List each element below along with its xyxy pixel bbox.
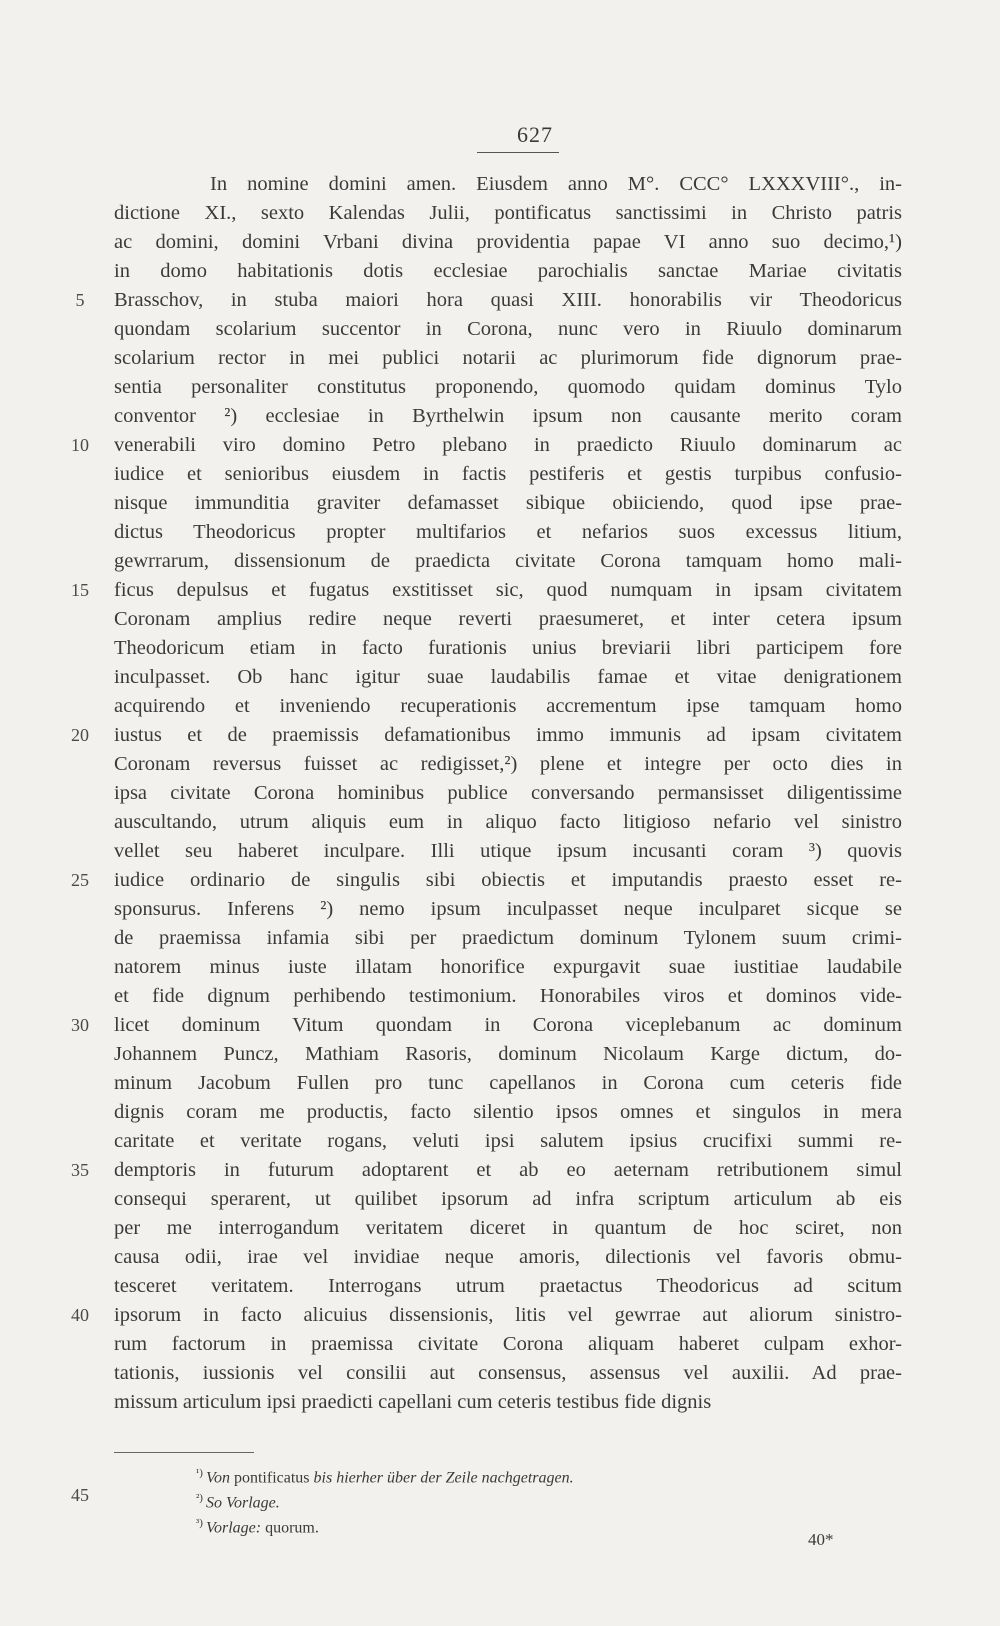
footnote-mark: ³) <box>196 1517 203 1529</box>
text-line: sponsurus. Inferens ²) nemo ipsum inculpasset neque inculparet sicque se <box>114 898 902 920</box>
text-line: rum factorum in praemissa civitate Corona aliquam haberet culpam exhor- <box>114 1333 902 1355</box>
text-line: causa odii, irae vel invidiae neque amoris, dilectionis vel favoris obmu- <box>114 1246 902 1268</box>
text-line: In nomine domini amen. Eiusdem anno M°. CCC° LXXXVIII°., in- <box>210 173 902 195</box>
line-number: 30 <box>71 1015 89 1035</box>
text-line: vellet seu haberet inculpare. Illi utique ipsum incusanti coram ³) quovis <box>114 840 902 862</box>
text-line: tesceret veritatem. Interrogans utrum praetactus Theodoricus ad scitum <box>114 1275 902 1297</box>
text-line: dictus Theodoricus propter multifarios et nefarios suos excessus litium, <box>114 521 902 543</box>
text-line: natorem minus iuste illatam honorifice expurgavit suae iustitiae laudabile <box>114 956 902 978</box>
footnote-italic: Vorlage: <box>205 1519 262 1537</box>
text-line: caritate et veritate rogans, veluti ipsi salutem ipsius crucifixi summi re- <box>114 1130 902 1152</box>
line-number: 35 <box>71 1160 89 1180</box>
text-line: dictione XI., sexto Kalendas Julii, pontificatus sanctissimi in Christo patris <box>114 202 902 224</box>
text-line: Johannem Puncz, Mathiam Rasoris, dominum Nicolaum Karge dictum, do- <box>114 1043 902 1065</box>
text-line: acquirendo et inveniendo recuperationis accrementum ipse tamquam homo <box>114 695 902 717</box>
text-line: de praemissa infamia sibi per praedictum dominum Tylonem suum crimi- <box>114 927 902 949</box>
signature-mark: 40* <box>808 1530 834 1549</box>
text-line: ipsa civitate Corona hominibus publice conversando permansisset diligentissime <box>114 782 902 804</box>
text-line: demptoris in futurum adoptarent et ab eo aeternam retributionem simul <box>114 1159 902 1181</box>
text-line: tationis, iussionis vel consilii aut consensus, assensus vel auxilii. Ad prae- <box>114 1362 902 1384</box>
line-number: 40 <box>71 1305 89 1325</box>
text-line: conventor ²) ecclesiae in Byrthelwin ipsum non causante merito coram <box>114 405 902 427</box>
text-line: iudice et senioribus eiusdem in factis pestiferis et gestis turpibus confusio- <box>114 463 902 485</box>
text-line: minum Jacobum Fullen pro tunc capellanos in Corona cum ceteris fide <box>114 1072 902 1094</box>
text-line: ipsorum in facto alicuius dissensionis, litis vel gewrrae aut aliorum sinistro- <box>114 1304 902 1326</box>
footnote <box>196 1487 280 1514</box>
text-line: et fide dignum perhibendo testimonium. Honorabiles viros et dominos vide- <box>114 985 902 1007</box>
text-line: quondam scolarium succentor in Corona, nunc vero in Riuulo dominarum <box>114 318 902 340</box>
line-number: 5 <box>75 290 85 310</box>
footnote <box>196 1462 574 1489</box>
page-number: 627 <box>517 122 553 147</box>
text-line: consequi sperarent, ut quilibet ipsorum ad infra scriptum articulum ab eis <box>114 1188 902 1210</box>
text-line: venerabili viro domino Petro plebano in praedicto Riuulo dominarum ac <box>114 434 902 456</box>
page-number-rule <box>477 152 559 153</box>
text-line: Brasschov, in stuba maiori hora quasi XIII. honorabilis vir Theodoricus <box>114 289 902 311</box>
text-line: licet dominum Vitum quondam in Corona viceplebanum ac dominum <box>114 1014 902 1036</box>
text-line: Coronam amplius redire neque reverti praesumeret, et inter cetera ipsum <box>114 608 902 630</box>
text-line: Coronam reversus fuisset ac redigisset,²) plene et integre per octo dies in <box>114 753 902 775</box>
line-number: 45 <box>71 1485 89 1505</box>
footnote-italic: bis hierher über der Zeile nachgetragen. <box>313 1469 574 1487</box>
text-line: dignis coram me productis, facto silentio ipsos omnes et singulos in mera <box>114 1101 902 1123</box>
text-line: gewrrarum, dissensionum de praedicta civitate Corona tamquam homo mali- <box>114 550 902 572</box>
footnote-text: quorum. <box>261 1519 319 1537</box>
footnote-italic: Von <box>205 1469 230 1487</box>
text-line: nisque immunditia graviter defamasset sibique obiiciendo, quod ipse prae- <box>114 492 902 514</box>
line-number: 10 <box>71 435 89 455</box>
text-line: iustus et de praemissis defamationibus immo immunis ad ipsam civitatem <box>114 724 902 746</box>
text-line: in domo habitationis dotis ecclesiae parochialis sanctae Mariae civitatis <box>114 260 902 282</box>
footnote-text: pontificatus <box>229 1469 314 1487</box>
text-line: sentia personaliter constitutus proponendo, quomodo quidam dominus Tylo <box>114 376 902 398</box>
footnote <box>196 1512 319 1539</box>
text-line: auscultando, utrum aliquis eum in aliquo facto litigioso nefario vel sinistro <box>114 811 902 833</box>
line-number: 25 <box>71 870 89 890</box>
text-line: ficus depulsus et fugatus exstitisset sic, quod numquam in ipsam civitatem <box>114 579 902 601</box>
text-line: missum articulum ipsi praedicti capellani cum ceteris testibus fide dignis <box>114 1391 712 1413</box>
text-line: Theodoricum etiam in facto furationis unius breviarii libri participem fore <box>114 637 902 659</box>
footnote-rule <box>114 1452 254 1453</box>
footnote-mark: ¹) <box>196 1467 203 1479</box>
footnote-mark: ²) <box>196 1492 203 1504</box>
text-line: ac domini, domini Vrbani divina providentia papae VI anno suo decimo,¹) <box>114 231 902 253</box>
text-line: scolarium rector in mei publici notarii ac plurimorum fide dignorum prae- <box>114 347 902 369</box>
footnote-italic: So Vorlage. <box>205 1494 280 1512</box>
text-line: inculpasset. Ob hanc igitur suae laudabilis famae et vitae denigrationem <box>114 666 902 688</box>
text-line: iudice ordinario de singulis sibi obiectis et imputandis praesto esset re- <box>114 869 902 891</box>
line-number: 20 <box>71 725 89 745</box>
text-line: per me interrogandum veritatem diceret in quantum de hoc sciret, non <box>114 1217 902 1239</box>
line-number: 15 <box>71 580 89 600</box>
